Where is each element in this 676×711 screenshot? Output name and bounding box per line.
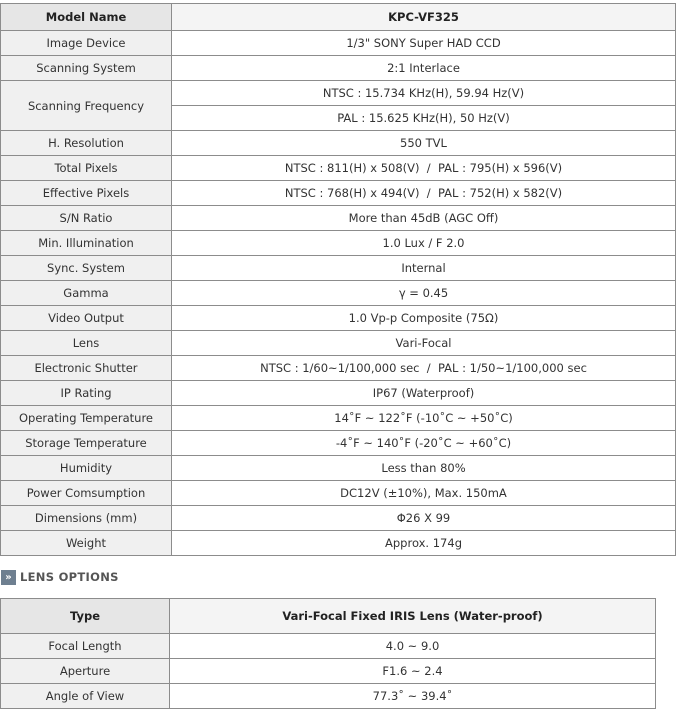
spec-row xyxy=(1,256,676,281)
spec-row xyxy=(1,31,676,56)
spec-row xyxy=(1,406,676,431)
spec-label: Electronic Shutter xyxy=(1,356,172,381)
spec-value: PAL : 15.625 KHz(H), 50 Hz(V) xyxy=(172,106,676,131)
lens-row xyxy=(1,634,656,659)
spec-row xyxy=(1,531,676,556)
lens-header-row xyxy=(1,599,656,634)
spec-table xyxy=(0,3,676,556)
spec-label: Storage Temperature xyxy=(1,431,172,456)
spec-row xyxy=(1,456,676,481)
spec-row xyxy=(1,306,676,331)
spec-value: Less than 80% xyxy=(172,456,676,481)
spec-label: H. Resolution xyxy=(1,131,172,156)
spec-row xyxy=(1,131,676,156)
spec-value: DC12V (±10%), Max. 150mA xyxy=(172,481,676,506)
spec-label: Operating Temperature xyxy=(1,406,172,431)
spec-label: Effective Pixels xyxy=(1,181,172,206)
spec-row xyxy=(1,281,676,306)
spec-header-label: Model Name xyxy=(1,4,172,31)
spec-value: More than 45dB (AGC Off) xyxy=(172,206,676,231)
lens-header-label: Type xyxy=(1,599,170,634)
spec-label: Video Output xyxy=(1,306,172,331)
spec-value: γ = 0.45 xyxy=(172,281,676,306)
spec-row xyxy=(1,206,676,231)
spec-value: -4˚F ~ 140˚F (-20˚C ~ +60˚C) xyxy=(172,431,676,456)
spec-label: Lens xyxy=(1,331,172,356)
lens-value: F1.6 ~ 2.4 xyxy=(170,659,656,684)
spec-row xyxy=(1,356,676,381)
spec-label: Power Comsumption xyxy=(1,481,172,506)
spec-row xyxy=(1,56,676,81)
spec-value: 1/3" SONY Super HAD CCD xyxy=(172,31,676,56)
lens-options-title: LENS OPTIONS xyxy=(20,570,119,584)
spec-label: Dimensions (mm) xyxy=(1,506,172,531)
spec-label: Scanning Frequency xyxy=(1,81,172,131)
spec-label: Scanning System xyxy=(1,56,172,81)
lens-value: 77.3˚ ~ 39.4˚ xyxy=(170,684,656,709)
spec-header-row xyxy=(1,4,676,31)
spec-label: Gamma xyxy=(1,281,172,306)
spec-value: 14˚F ~ 122˚F (-10˚C ~ +50˚C) xyxy=(172,406,676,431)
lens-row xyxy=(1,684,656,709)
spec-value: 550 TVL xyxy=(172,131,676,156)
spec-value: NTSC : 1/60~1/100,000 sec / PAL : 1/50~1/100,000 sec xyxy=(172,356,676,381)
lens-header-value: Vari-Focal Fixed IRIS Lens (Water-proof) xyxy=(170,599,656,634)
spec-label: S/N Ratio xyxy=(1,206,172,231)
spec-label: Weight xyxy=(1,531,172,556)
spec-row xyxy=(1,81,676,106)
spec-value: NTSC : 15.734 KHz(H), 59.94 Hz(V) xyxy=(172,81,676,106)
spec-row xyxy=(1,231,676,256)
spec-value: Φ26 X 99 xyxy=(172,506,676,531)
spec-row xyxy=(1,431,676,456)
lens-label: Aperture xyxy=(1,659,170,684)
spec-header-value: KPC-VF325 xyxy=(172,4,676,31)
lens-row xyxy=(1,659,656,684)
spec-label: Image Device xyxy=(1,31,172,56)
spec-label: Total Pixels xyxy=(1,156,172,181)
lens-value: 4.0 ~ 9.0 xyxy=(170,634,656,659)
spec-row xyxy=(1,331,676,356)
spec-row xyxy=(1,481,676,506)
spec-value: Approx. 174g xyxy=(172,531,676,556)
spec-row xyxy=(1,156,676,181)
spec-label: Humidity xyxy=(1,456,172,481)
spec-value: Internal xyxy=(172,256,676,281)
spec-value: NTSC : 811(H) x 508(V) / PAL : 795(H) x 596(V) xyxy=(172,156,676,181)
lens-label: Angle of View xyxy=(1,684,170,709)
spec-label: Sync. System xyxy=(1,256,172,281)
spec-value: 1.0 Vp-p Composite (75Ω) xyxy=(172,306,676,331)
spec-value: Vari-Focal xyxy=(172,331,676,356)
double-chevron-right-icon: » xyxy=(1,570,16,585)
spec-label: IP Rating xyxy=(1,381,172,406)
spec-row xyxy=(1,506,676,531)
spec-row xyxy=(1,381,676,406)
spec-label: Min. Illumination xyxy=(1,231,172,256)
spec-value: 2:1 Interlace xyxy=(172,56,676,81)
spec-value: IP67 (Waterproof) xyxy=(172,381,676,406)
lens-table xyxy=(0,598,656,709)
lens-label: Focal Length xyxy=(1,634,170,659)
spec-row xyxy=(1,181,676,206)
spec-value: 1.0 Lux / F 2.0 xyxy=(172,231,676,256)
lens-options-heading xyxy=(1,569,119,585)
spec-value: NTSC : 768(H) x 494(V) / PAL : 752(H) x 582(V) xyxy=(172,181,676,206)
